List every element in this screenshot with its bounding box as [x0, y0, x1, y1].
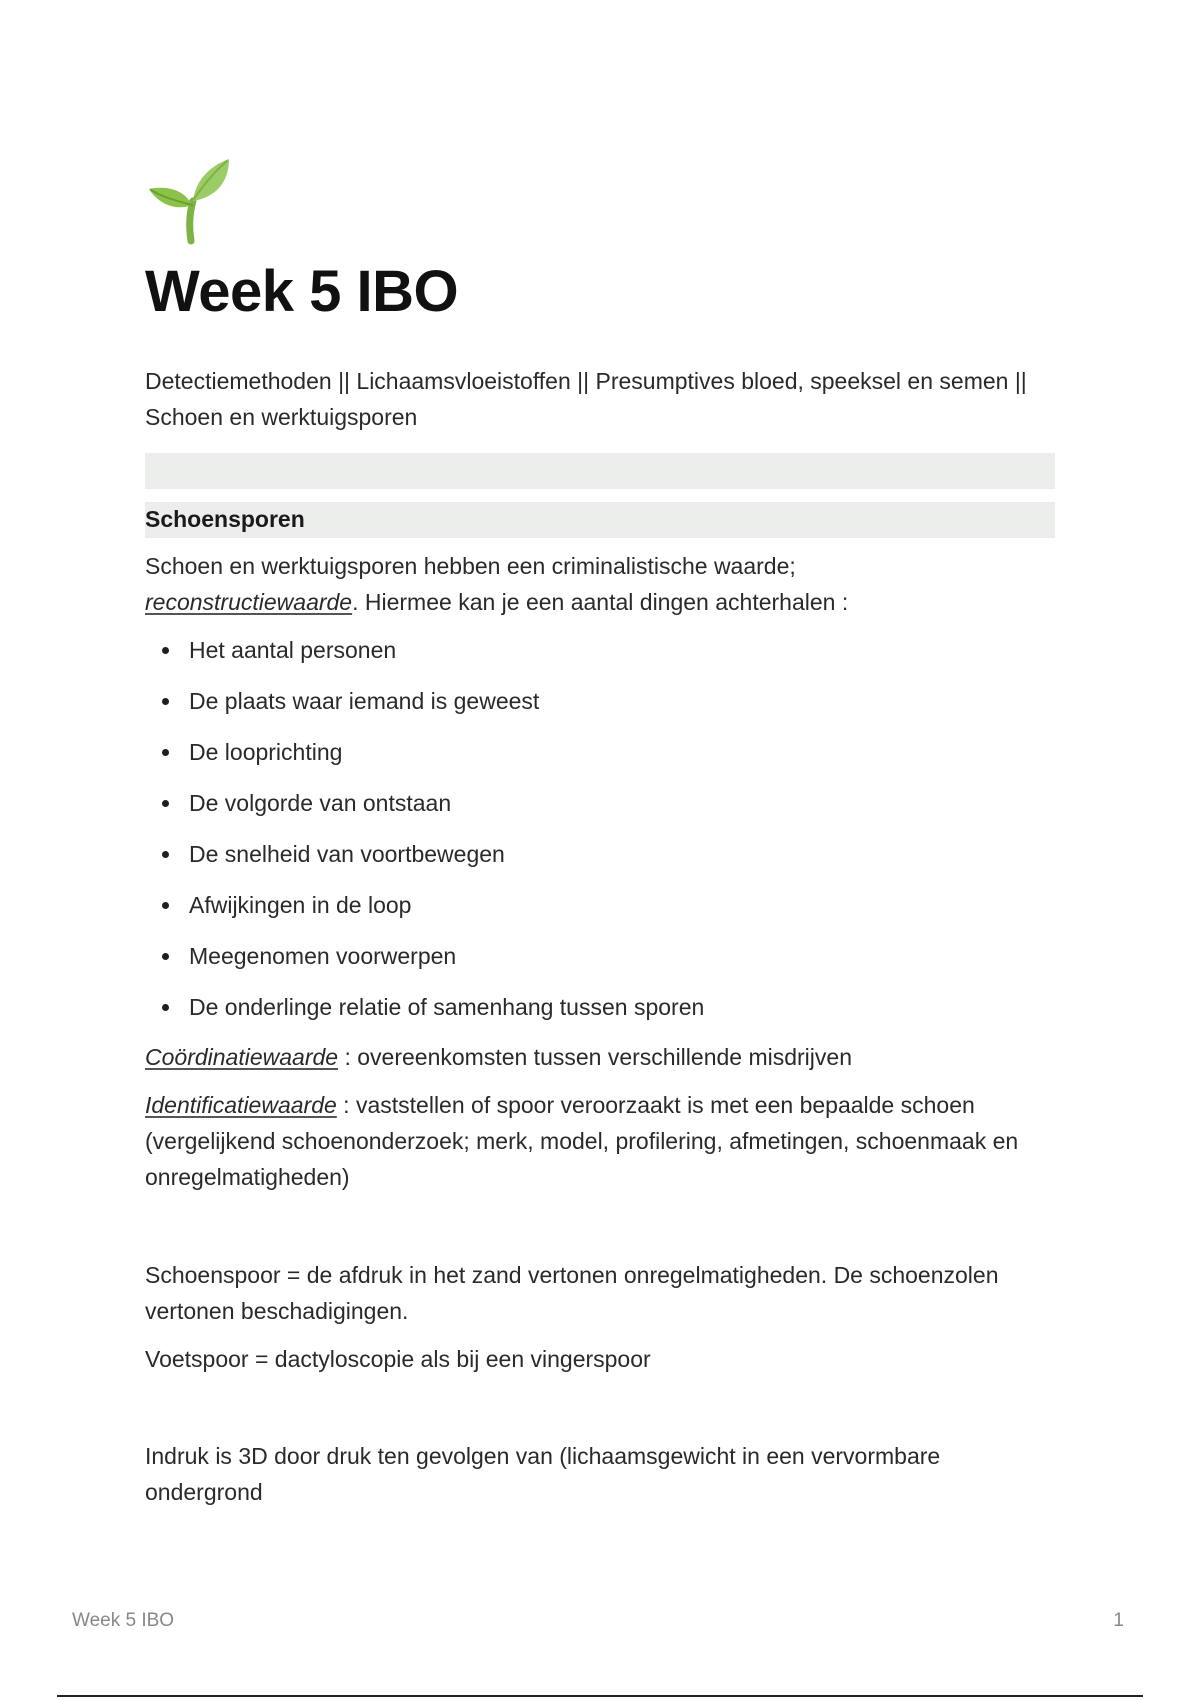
list-item [145, 989, 1055, 1025]
list-item [145, 938, 1055, 974]
coordinatie-text: : overeenkomsten tussen verschillende misdrijven [338, 1044, 852, 1070]
identificatiewaarde-term: Identificatiewaarde [145, 1092, 337, 1118]
page-bottom-divider [57, 1695, 1143, 1697]
intro-line1: Schoen en werktuigsporen hebben een criminalistische waarde; [145, 553, 796, 579]
list-item [145, 887, 1055, 923]
footer-document-title: Week 5 IBO [72, 1610, 175, 1631]
section-heading: Schoensporen [145, 502, 1055, 538]
page-title: Week 5 IBO [145, 259, 459, 324]
schoenspoor-paragraph: Schoenspoor = de afdruk in het zand vertonen onregelmatigheden. De schoenzolen vertonen beschadigingen. [145, 1262, 999, 1324]
list-item [145, 785, 1055, 821]
coordinatiewaarde-term: Coördinatiewaarde [145, 1044, 339, 1070]
list-item-text: De plaats waar iemand is geweest [189, 688, 540, 714]
reconstructiewaarde-term: reconstructiewaarde [145, 589, 353, 615]
list-item-text: Het aantal personen [189, 637, 397, 663]
list-item [145, 632, 1055, 668]
bullet-icon [162, 902, 169, 909]
sprout-icon [145, 155, 235, 245]
bullet-icon [162, 647, 169, 654]
coordinatie-paragraph [145, 1039, 1055, 1075]
list-item-text: De onderlinge relatie of samenhang tussen sporen [189, 994, 705, 1020]
page-subtitle: Detectiemethoden || Lichaamsvloeistoffen || Presumptives bloed, speeksel en semen || Schoen en werktuigsporen [145, 368, 1027, 430]
indruk-paragraph: Indruk is 3D door druk ten gevolgen van (lichaamsgewicht in een vervormbare ondergrond [145, 1443, 941, 1505]
bullet-icon [162, 800, 169, 807]
list-item [145, 734, 1055, 770]
list-item-text: De snelheid van voortbewegen [189, 841, 505, 867]
bullet-list [145, 632, 1055, 1025]
intro-paragraph [145, 548, 1055, 620]
bullet-icon [162, 1004, 169, 1011]
page-content [145, 155, 1055, 1510]
bullet-icon [162, 698, 169, 705]
bullet-icon [162, 953, 169, 960]
list-item-text: De volgorde van ontstaan [189, 790, 452, 816]
list-item [145, 683, 1055, 719]
voetspoor-paragraph: Voetspoor = dactyloscopie als bij een vingerspoor [145, 1346, 651, 1372]
list-item [145, 836, 1055, 872]
identificatie-paragraph [145, 1087, 1055, 1195]
empty-highlight-block [145, 453, 1055, 489]
list-item-text: Meegenomen voorwerpen [189, 943, 457, 969]
identificatie-text: : vaststellen of spoor veroorzaakt is met een bepaalde schoen (vergelijkend schoenonderzoek; merk, model, profilering, afmetingen, schoenmaak en onregelmatigheden) [145, 1092, 1019, 1190]
bullet-icon [162, 851, 169, 858]
intro-rest: . Hiermee kan je een aantal dingen achterhalen : [352, 589, 849, 615]
list-item-text: De looprichting [189, 739, 343, 765]
footer-page-number: 1 [1113, 1610, 1124, 1631]
bullet-icon [162, 749, 169, 756]
list-item-text: Afwijkingen in de loop [189, 892, 412, 918]
